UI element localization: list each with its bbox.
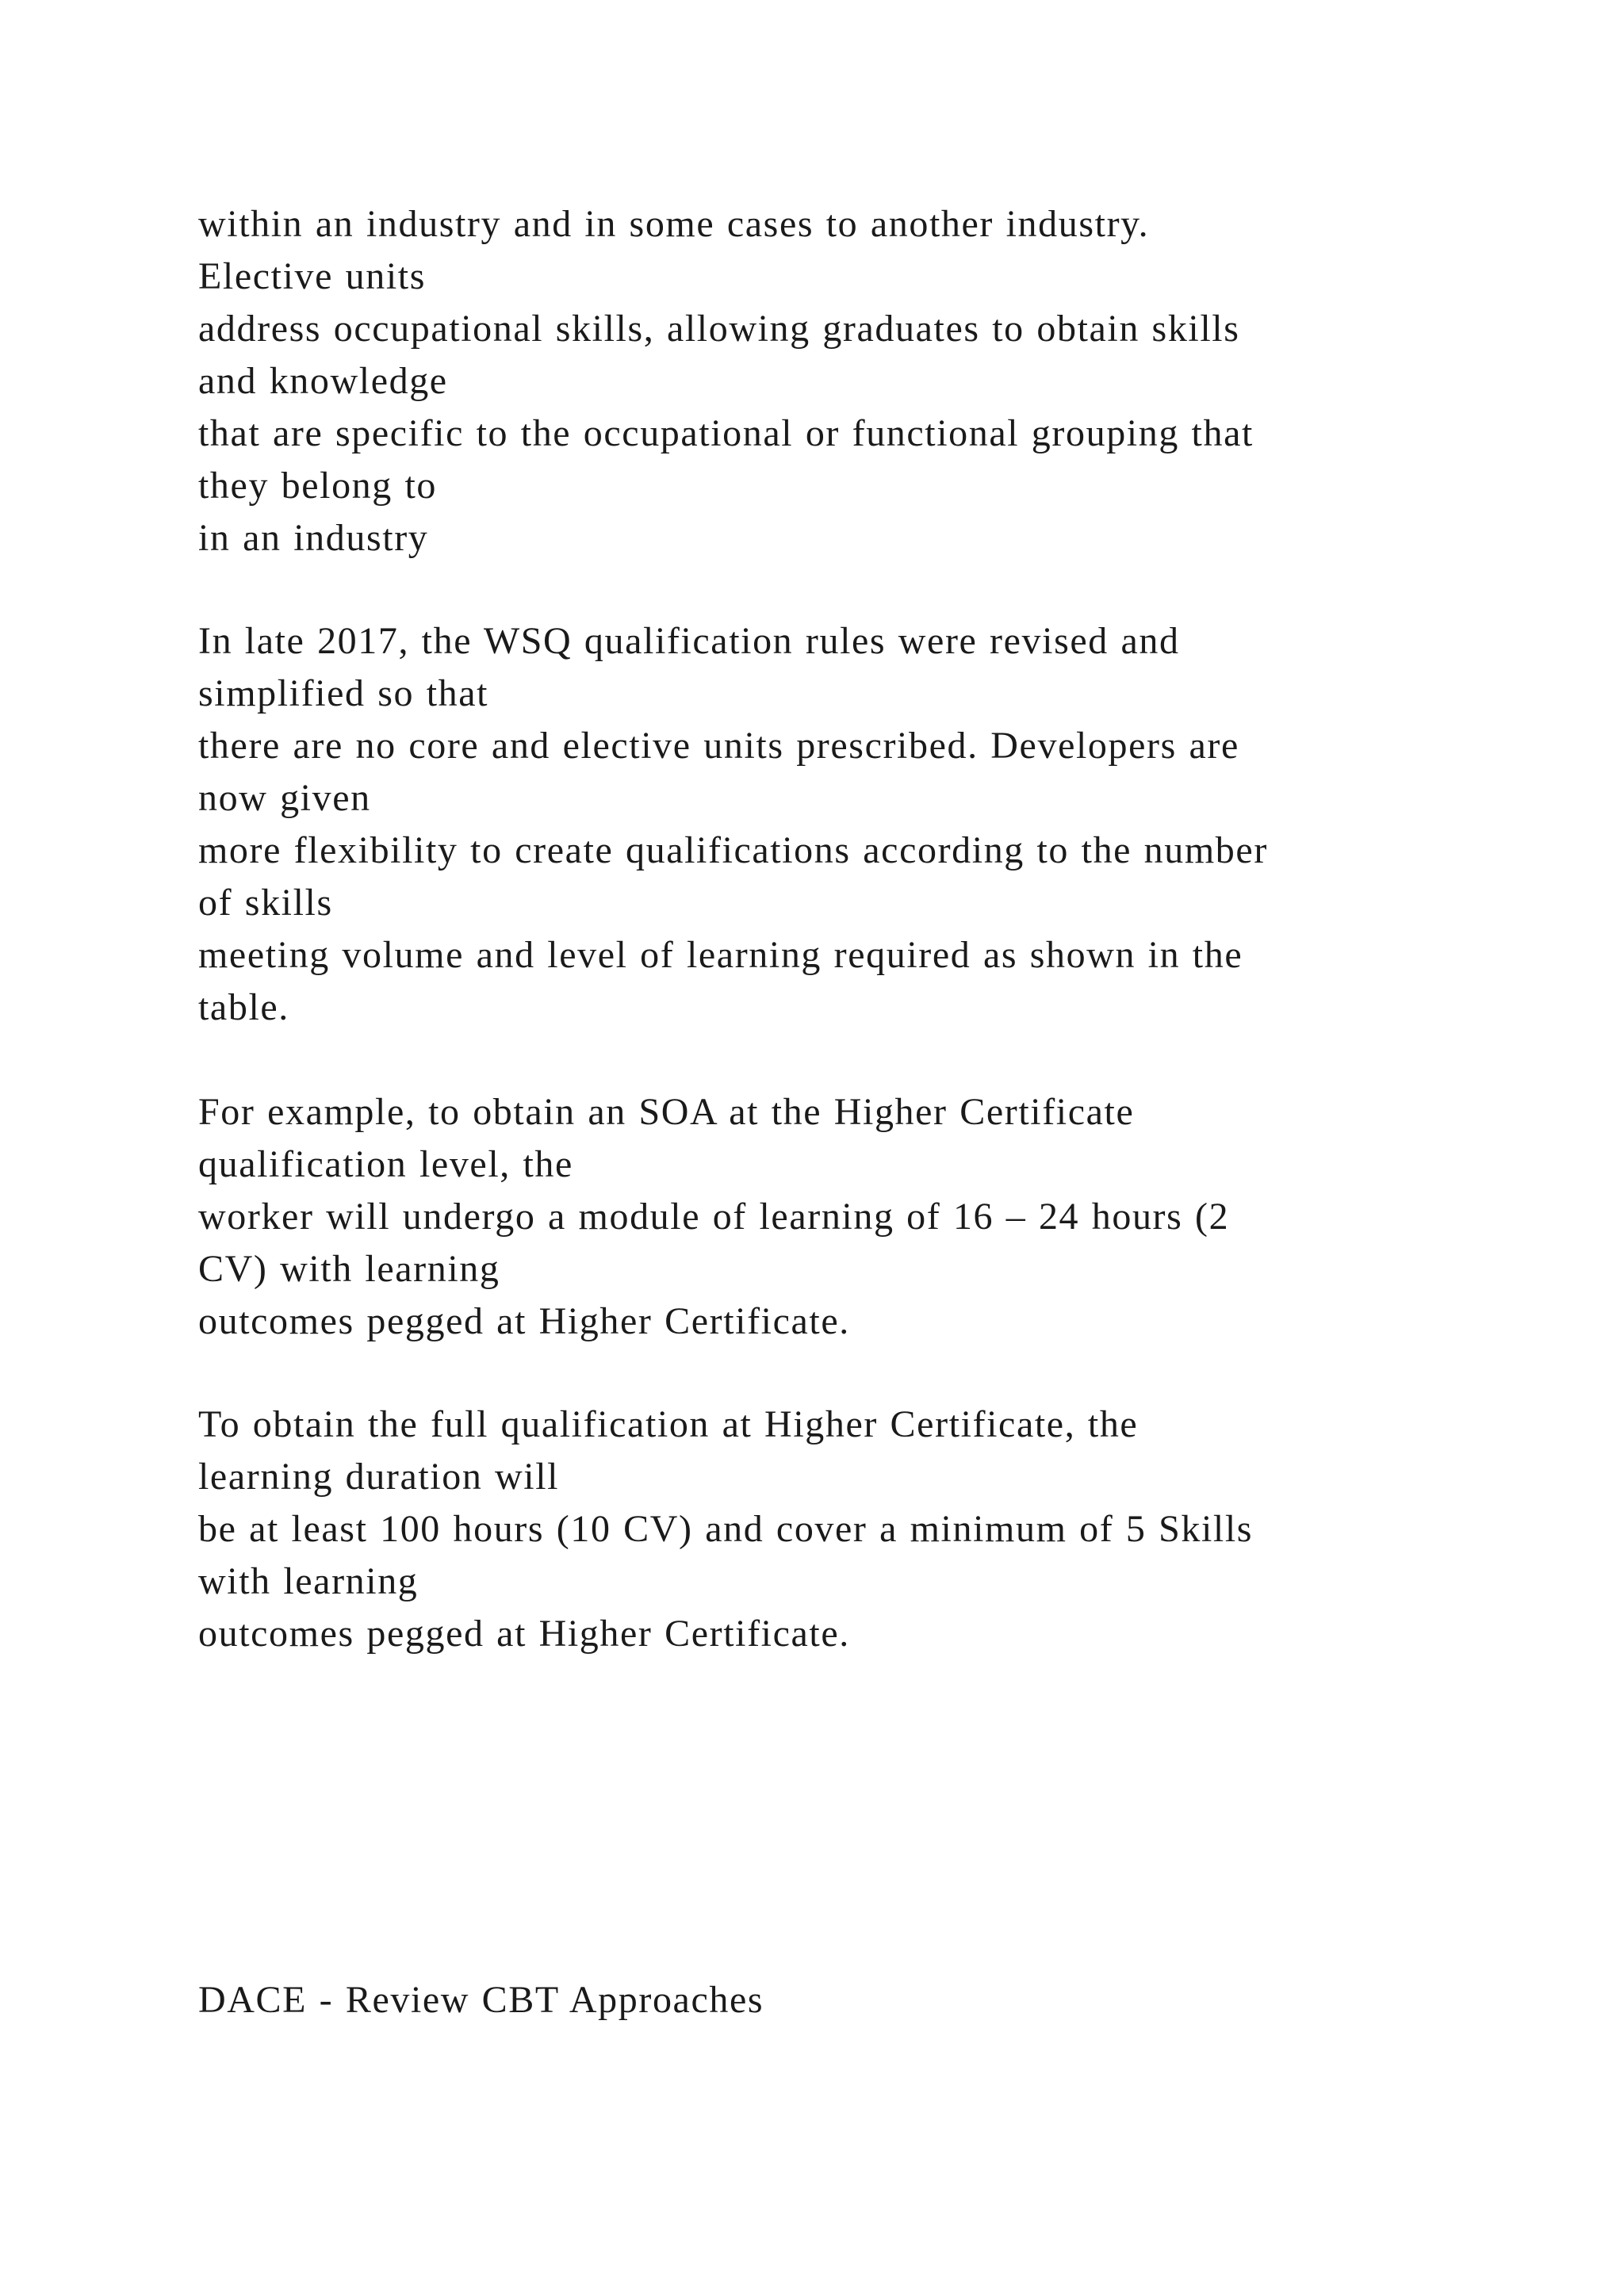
text-line: outcomes pegged at Higher Certificate. <box>198 1613 850 1655</box>
page-footer <box>198 1974 1546 2026</box>
text-line: simplified so that <box>198 672 489 714</box>
text-line: To obtain the full qualification at Higher Certificate, the <box>198 1403 1139 1445</box>
text-line: be at least 100 hours (10 CV) and cover a minimum of 5 Skills <box>198 1508 1254 1550</box>
text-line: of skills <box>198 882 333 924</box>
paragraph-soa-example <box>198 1086 1546 1348</box>
text-line: in an industry <box>198 517 429 559</box>
text-line: CV) with learning <box>198 1248 500 1290</box>
footer-text: DACE - Review CBT Approaches <box>198 1979 764 2021</box>
text-line: Elective units <box>198 255 426 297</box>
text-line: learning duration will <box>198 1456 560 1498</box>
text-line: now given <box>198 777 371 819</box>
paragraph-wsq-rules <box>198 615 1546 1034</box>
paragraph-full-qualification <box>198 1399 1546 1660</box>
text-line: with learning <box>198 1560 419 1602</box>
text-line: For example, to obtain an SOA at the Higher Certificate <box>198 1091 1135 1133</box>
text-line: address occupational skills, allowing graduates to obtain skills <box>198 308 1240 350</box>
text-line: they belong to <box>198 465 438 507</box>
text-line: and knowledge <box>198 360 448 402</box>
text-line: In late 2017, the WSQ qualification rules were revised and <box>198 620 1180 662</box>
paragraph-elective-units <box>198 198 1546 564</box>
text-line: meeting volume and level of learning required as shown in the <box>198 934 1243 976</box>
text-line: outcomes pegged at Higher Certificate. <box>198 1300 850 1342</box>
text-line: worker will undergo a module of learning of 16 – 24 hours (2 <box>198 1196 1230 1238</box>
text-line: within an industry and in some cases to another industry. <box>198 203 1150 245</box>
text-line: there are no core and elective units prescribed. Developers are <box>198 725 1239 767</box>
text-line: that are specific to the occupational or functional grouping that <box>198 412 1254 454</box>
text-line: more flexibility to create qualifications according to the number <box>198 829 1268 871</box>
text-line: qualification level, the <box>198 1143 573 1185</box>
text-line: table. <box>198 986 289 1028</box>
